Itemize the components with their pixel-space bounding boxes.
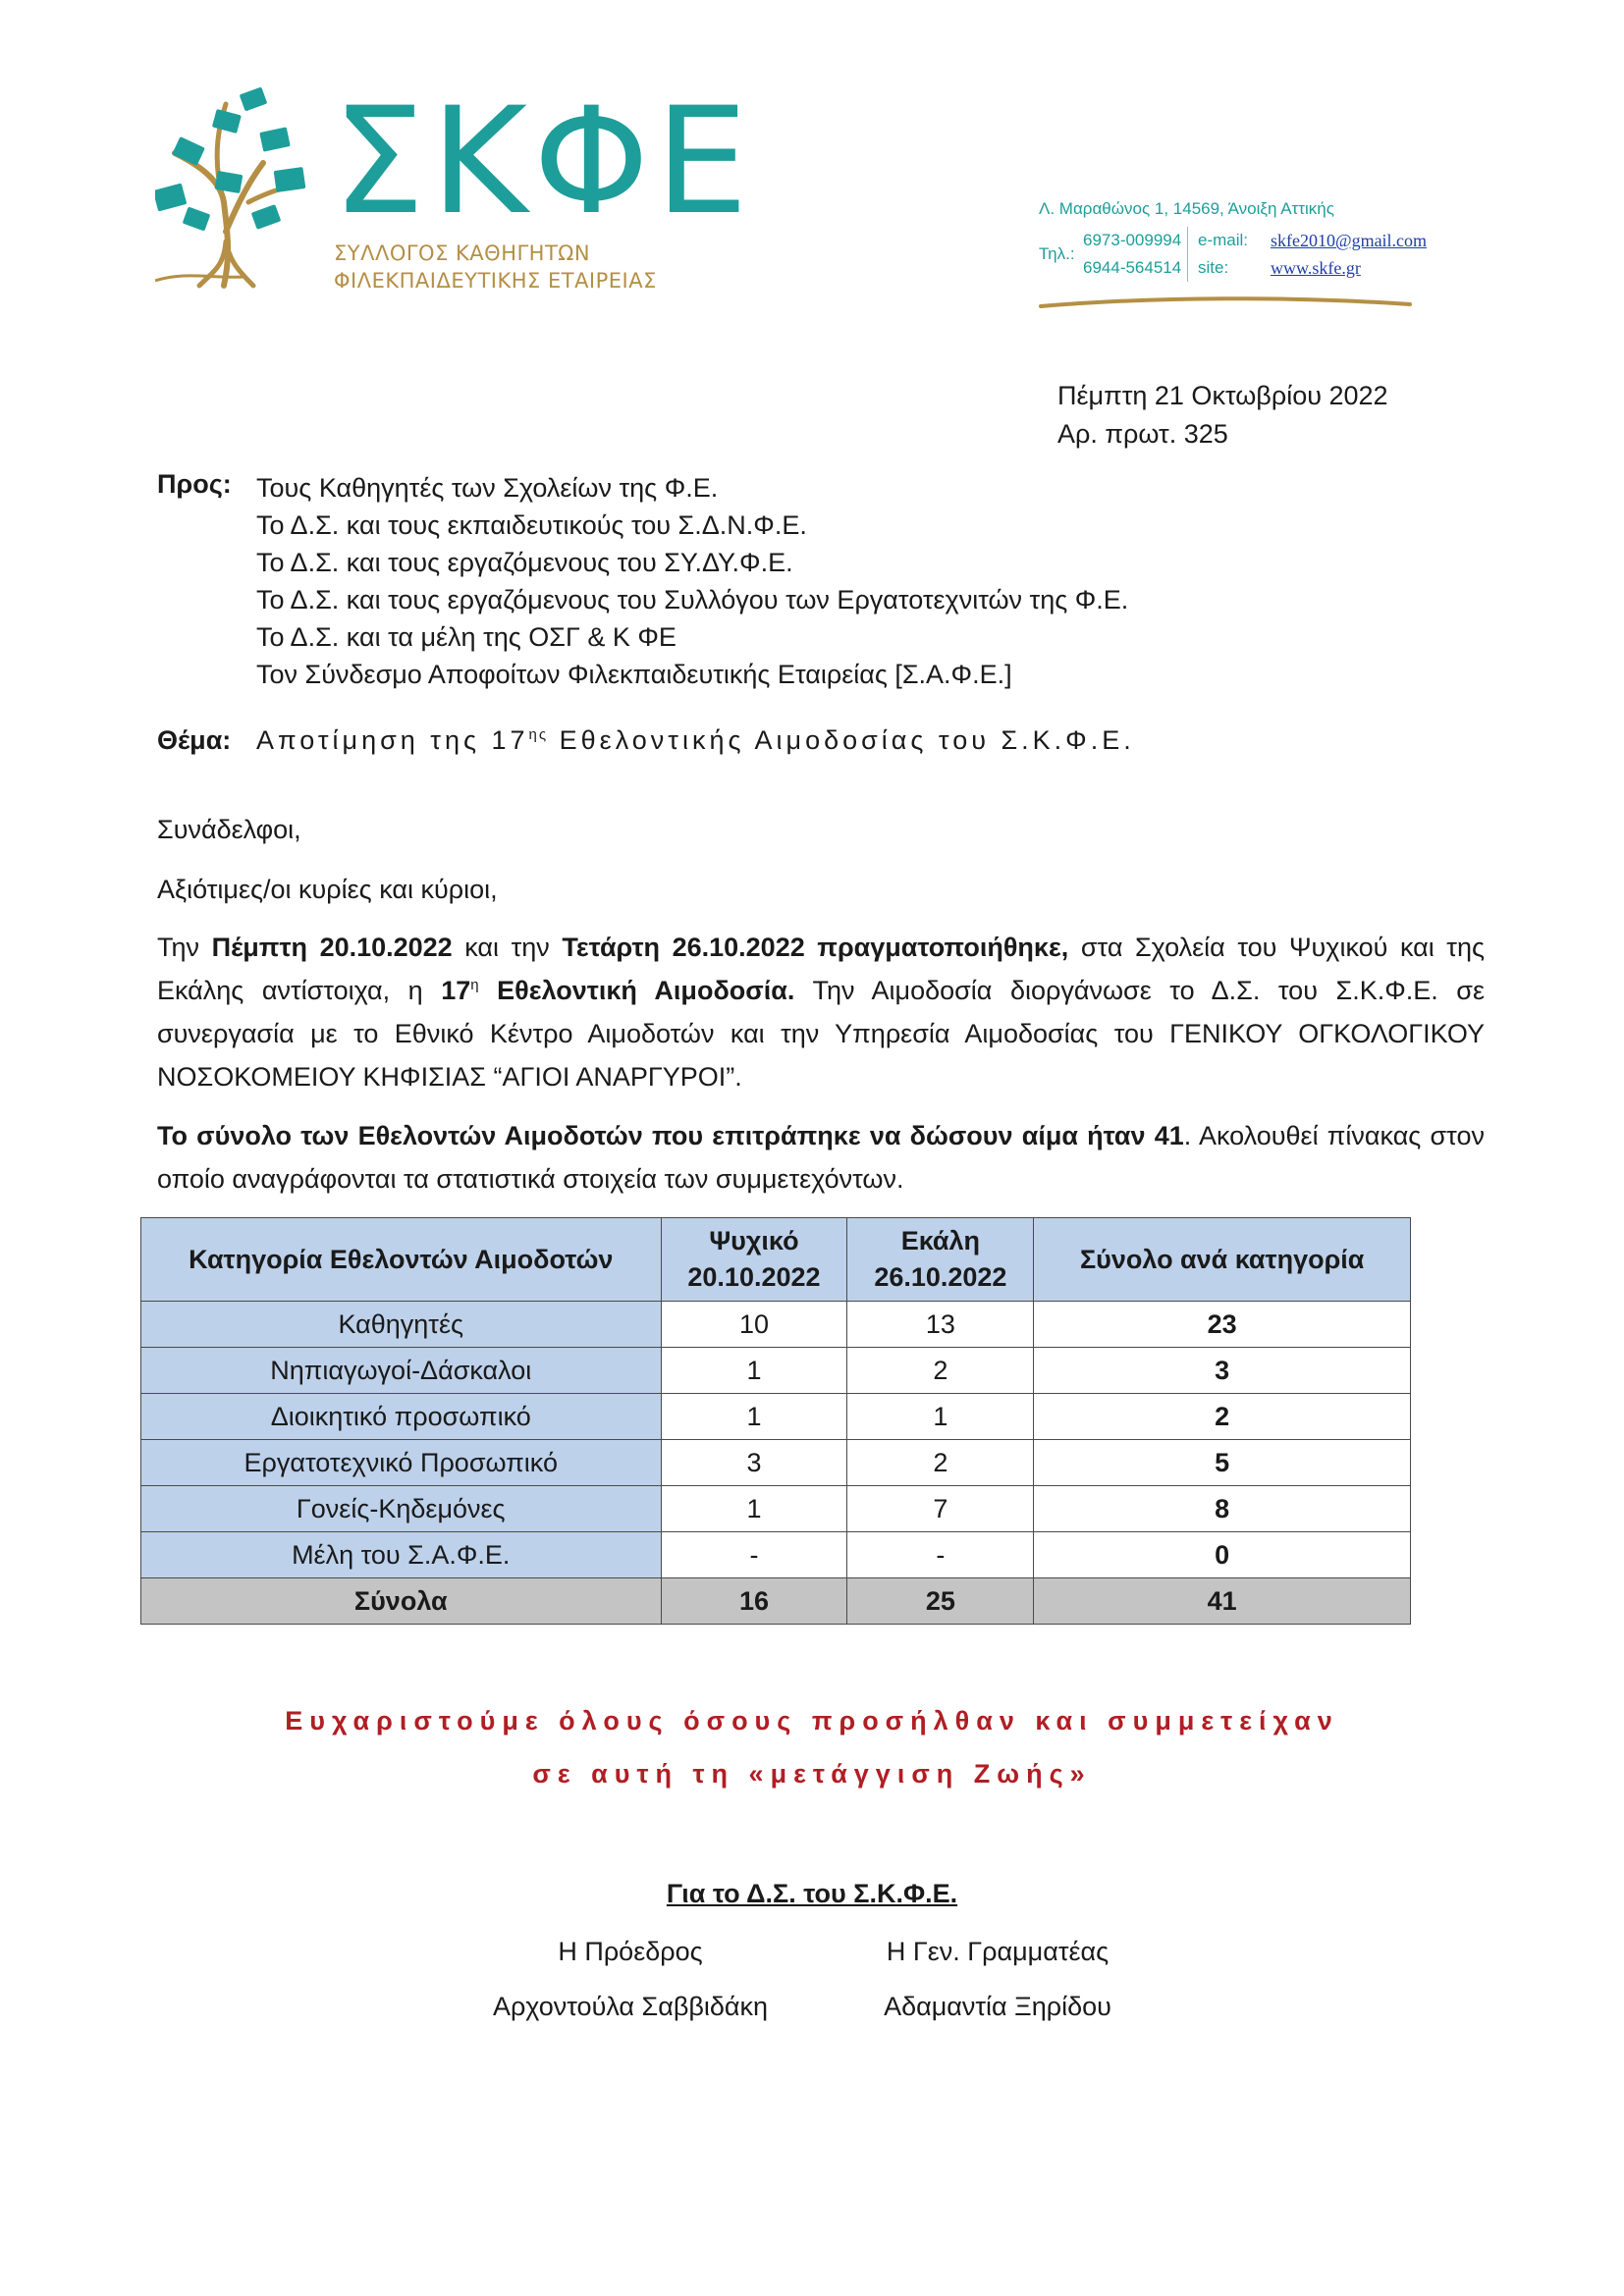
signature-header: Για το Δ.Σ. του Σ.Κ.Φ.Ε. [666,1879,958,1908]
secretary-title: Η Γεν. Γραμματέας [886,1937,1110,1966]
table-row [141,1302,1411,1348]
cell-ekali: 13 [847,1302,1034,1348]
body-total-statement: Το σύνολο των Εθελοντών Αιμοδοτών που επιτράπηκε να δώσουν αίμα ήταν 41 [157,1121,1184,1150]
header-total: Σύνολο ανά κατηγορία [1034,1218,1411,1302]
cell-ekali: 1 [847,1394,1034,1440]
contact-block [1039,199,1428,278]
contact-tel-label: Τηλ.: [1039,244,1075,263]
cell-ekali: - [847,1532,1034,1578]
contact-phones [1083,227,1188,282]
totals-psychiko: 16 [661,1578,847,1625]
recipient-item: Το Δ.Σ. και τους εργαζόμενους του Συλλόγου των Εργατοτεχνιτών της Φ.Ε. [256,585,1129,614]
contact-labels [1198,227,1248,282]
body-date-1: Πέμπτη 20.10.2022 [211,933,453,962]
header-psychiko-date: 20.10.2022 [687,1262,821,1292]
header-ekali-date: 26.10.2022 [874,1262,1007,1292]
subject-ordinal: ης [528,726,549,743]
body-paragraph-2 [157,1114,1485,1201]
header-psychiko-name: Ψυχικό [709,1226,799,1255]
cell-category: Διοικητικό προσωπικό [141,1394,662,1440]
body-text: . Ακολουθεί πίνακας στον οποίο αναγράφονται τα στατιστικά στοιχεία των συμμετεχόντων. [157,1121,1485,1194]
logo-tagline [334,240,657,294]
cell-total: 5 [1034,1440,1411,1486]
contact-email-label: e-mail: [1198,231,1249,249]
cell-total: 23 [1034,1302,1411,1348]
cell-category: Εργατοτεχνικό Προσωπικό [141,1440,662,1486]
cell-category: Καθηγητές [141,1302,662,1348]
cell-ekali: 7 [847,1486,1034,1532]
body-text: και την [452,933,563,962]
cell-psychiko: 1 [661,1486,847,1532]
totals-label: Σύνολα [141,1578,662,1625]
protocol-number: Αρ. πρωτ. 325 [1057,419,1228,449]
cell-category: Γονείς-Κηδεμόνες [141,1486,662,1532]
logo-tagline-line1: ΣΥΛΛΟΓΟΣ ΚΑΘΗΓΗΤΩΝ [334,241,591,265]
body-date-2: Τετάρτη 26.10.2022 πραγματοποιήθηκε, [562,933,1069,962]
table-row [141,1348,1411,1394]
cell-psychiko: 10 [661,1302,847,1348]
header-category: Κατηγορία Εθελοντών Αιμοδοτών [141,1218,662,1302]
cell-psychiko: 3 [661,1440,847,1486]
secretary-name: Αδαμαντία Ξηρίδου [884,1992,1111,2021]
cell-total: 8 [1034,1486,1411,1532]
contact-site-link[interactable]: www.skfe.gr [1271,258,1361,278]
subject-label: Θέμα: [157,725,232,755]
letterhead-swoosh [1039,294,1412,314]
president-title: Η Πρόεδρος [558,1937,703,1966]
cell-total: 0 [1034,1532,1411,1578]
president-name: Αρχοντούλα Σαββιδάκη [492,1992,769,2021]
greeting-colleagues: Συνάδελφοι, [157,815,301,844]
contact-address: Λ. Μαραθώνος 1, 14569, Άνοιξη Αττικής [1039,199,1334,218]
subject-text [256,725,1135,756]
donors-stats-table [140,1217,1411,1625]
cell-psychiko: 1 [661,1394,847,1440]
cell-total: 2 [1034,1394,1411,1440]
body-text: στα Σχολεία του Ψυχικού και της Εκάλης αντίστοιχα, η [157,933,1485,1005]
subject-suffix: Εθελοντικής Αιμοδοσίας του Σ.Κ.Φ.Ε. [548,725,1135,755]
contact-site-label: site: [1198,258,1229,277]
thanks-line-1: Ευχαριστούμε όλους όσους προσήλθαν και συμμετείχαν [285,1706,1339,1735]
body-text: Την Αιμοδοσία διοργάνωσε το Δ.Σ. του Σ.Κ.Φ.Ε. σε συνεργασία με το Εθνικό Κέντρο Αιμοδοτών και την Υπηρεσία Αιμοδοσίας του ΓΕΝΙΚΟΥ ΟΓΚΟΛΟΓΙΚΟΥ ΝΟΣΟΚΟΜΕΙΟΥ ΚΗΦΙΣΙΑΣ “ΑΓΙΟΙ ΑΝΑΡΓΥΡΟΙ”. [157,976,1485,1092]
header-ekali [847,1218,1034,1302]
header-psychiko [661,1218,847,1302]
contact-phone-1: 6973-009994 [1083,231,1182,249]
recipients-label: Προς: [157,469,232,499]
table-row [141,1532,1411,1578]
recipient-item: Τους Καθηγητές των Σχολείων της Φ.Ε. [256,473,719,503]
table-row [141,1486,1411,1532]
logo-wordmark: ΣΚΦΕ [332,77,754,247]
greeting-formal: Αξιότιμες/οι κυρίες και κύριοι, [157,875,498,904]
recipient-item: Το Δ.Σ. και τους εργαζόμενους του ΣΥ.ΔΥ.Φ.Ε. [256,548,793,577]
cell-psychiko: - [661,1532,847,1578]
table-totals-row [141,1578,1411,1625]
cell-category: Μέλη του Σ.Α.Φ.Ε. [141,1532,662,1578]
table-header-row [141,1218,1411,1302]
body-event-name: Εθελοντική Αιμοδοσία. [478,976,795,1005]
subject-prefix: Αποτίμηση της 17 [256,725,529,755]
contact-email-link[interactable]: skfe2010@gmail.com [1271,231,1428,250]
logo-tagline-line2: ΦΙΛΕΚΠΑΙΔΕΥΤΙΚΗΣ ΕΤΑΙΡΕΙΑΣ [334,269,657,293]
body-text: Την [157,933,212,962]
recipient-item: Το Δ.Σ. και τα μέλη της ΟΣΓ & Κ ΦΕ [256,622,677,652]
cell-ekali: 2 [847,1348,1034,1394]
cell-total: 3 [1034,1348,1411,1394]
recipients-list [256,469,1128,693]
date-block [1057,377,1388,454]
contact-phone-2: 6944-564514 [1083,258,1182,277]
table-row [141,1394,1411,1440]
totals-grand: 41 [1034,1578,1411,1625]
contact-links [1271,227,1427,282]
logo-tree-icon [155,84,322,293]
body-ordinal-number: 17 [441,976,471,1005]
recipient-item: Το Δ.Σ. και τους εκπαιδευτικούς του Σ.Δ.Ν.Φ.Ε. [256,510,807,540]
header-ekali-name: Εκάλη [900,1226,981,1255]
letter-date: Πέμπτη 21 Οκτωβρίου 2022 [1057,381,1388,410]
cell-category: Νηπιαγωγοί-Δάσκαλοι [141,1348,662,1394]
cell-ekali: 2 [847,1440,1034,1486]
thanks-line-2: σε αυτή τη «μετάγγιση Ζωής» [532,1759,1092,1789]
cell-psychiko: 1 [661,1348,847,1394]
table-row [141,1440,1411,1486]
recipient-item: Τον Σύνδεσμο Αποφοίτων Φιλεκπαιδευτικής Εταιρείας [Σ.Α.Φ.Ε.] [256,660,1012,689]
totals-ekali: 25 [847,1578,1034,1625]
body-paragraph-1 [157,926,1485,1098]
body-ordinal-suffix: η [470,977,479,993]
contact-grid [1039,227,1471,286]
